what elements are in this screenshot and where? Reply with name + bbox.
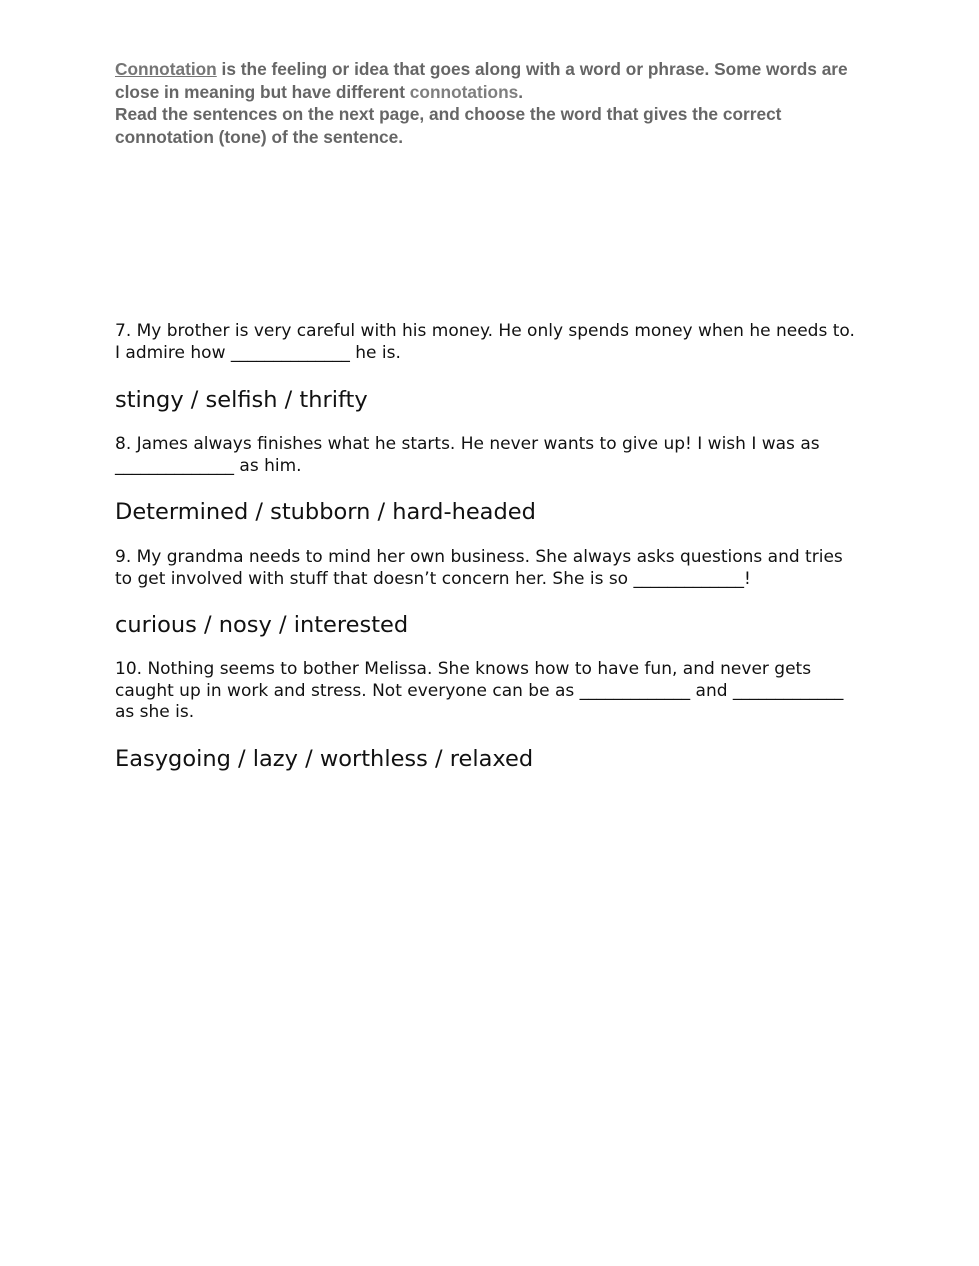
question-7: 7. My brother is very careful with his money. He only spends money when he needs to. I admire how ______________ he is.: [115, 321, 855, 363]
question-10: 10. Nothing seems to bother Melissa. She knows how to have fun, and never gets caught up in work and stress. Not everyone can be as _____________ and _____________ as she is.: [115, 659, 844, 722]
directions-paragraph: Read the sentences on the next page, and choose the word that gives the correct connotation (tone) of the sentence.: [115, 104, 782, 147]
question-9: 9. My grandma needs to mind her own business. She always asks questions and tries to get involved with stuff that doesn’t concern her. She is so _____________!: [115, 547, 843, 589]
definition-text: is the feeling or idea that goes along with a word or phrase. Some words are close in meaning but have different: [115, 59, 848, 102]
choices-8: Determined / stubborn / hard-headed: [115, 499, 536, 525]
definition-paragraph: [115, 58, 860, 103]
connotations-term: connotations: [409, 81, 519, 102]
instructions: [115, 58, 860, 148]
question-8: 8. James always finishes what he starts. He never wants to give up! I wish I was as ______________ as him.: [115, 434, 820, 476]
choices-10: Easygoing / lazy / worthless / relaxed: [115, 746, 534, 772]
choices-7: stingy / selfish / thrifty: [115, 387, 368, 413]
connotation-term-link[interactable]: Connotation: [115, 59, 217, 79]
definition-period: .: [518, 81, 524, 102]
choices-9: curious / nosy / interested: [115, 612, 409, 638]
